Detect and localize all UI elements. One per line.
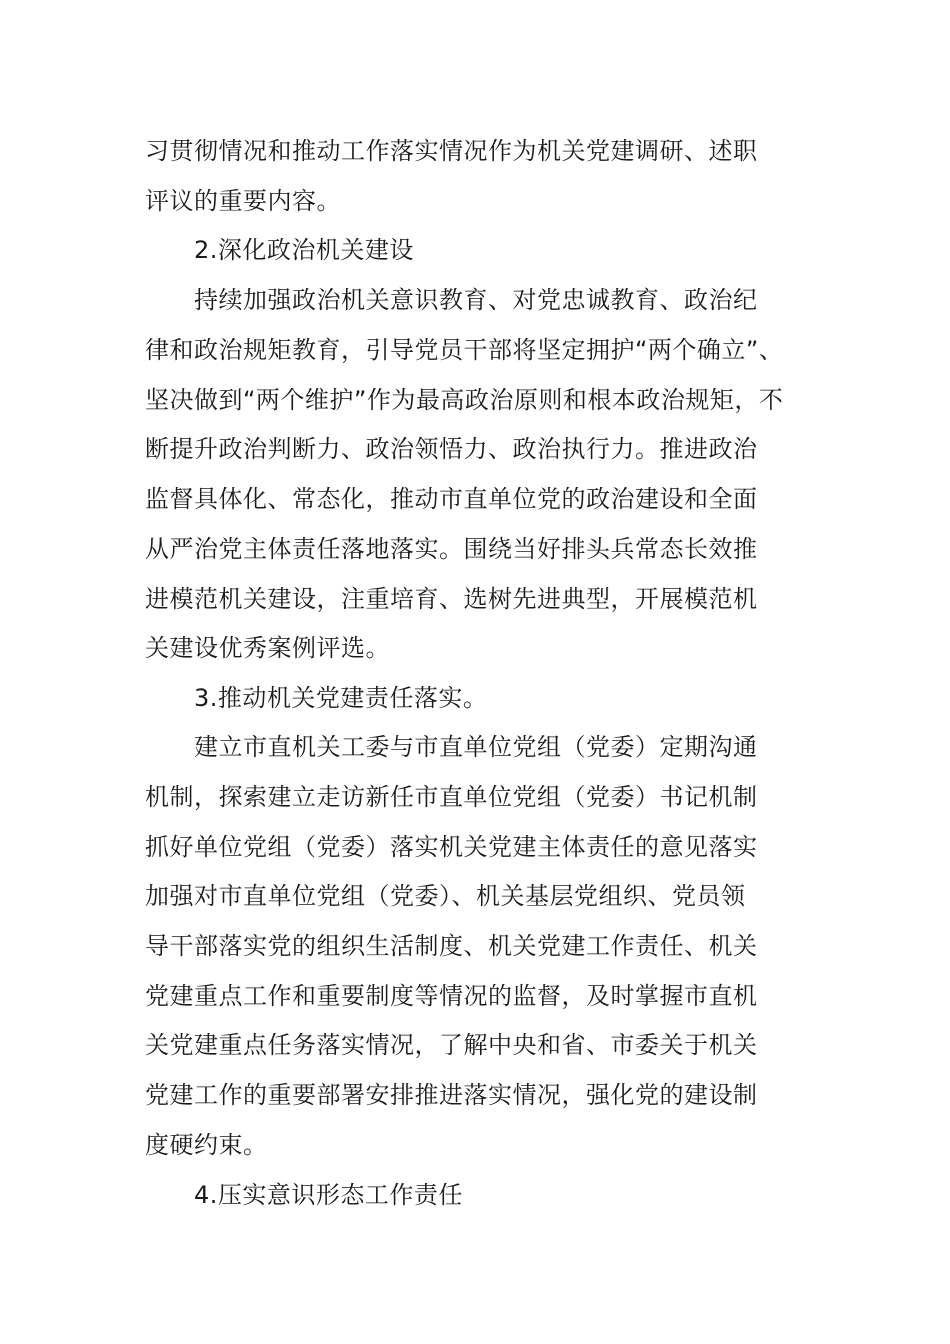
paragraph-line: 加强对市直单位党组（党委）、机关基层党组织、党员领 [145,882,746,910]
paragraph-line: 关建设优秀案例评选。 [145,634,390,662]
paragraph-line: 党建重点工作和重要制度等情况的监督，及时掌握市直机 [145,982,758,1010]
paragraph-line: 抓好单位党组（党委）落实机关党建主体责任的意见落实 [145,833,758,861]
paragraph-line: 度硬约束。 [145,1131,268,1159]
paragraph-line: 导干部落实党的组织生活制度、机关党建工作责任、机关 [145,932,758,960]
paragraph-line: 从严治党主体责任落地落实。围绕当好排头兵常态长效推 [145,535,758,563]
paragraph-line: 评议的重要内容。 [145,187,341,215]
paragraph-line: 断提升政治判断力、政治领悟力、政治执行力。推进政治 [145,435,758,463]
paragraph-line: 建立市直机关工委与市直单位党组（党委）定期沟通 [194,733,758,761]
paragraph-line: 持续加强政治机关意识教育、对党忠诚教育、政治纪 [194,286,758,314]
paragraph-line: 律和政治规矩教育，引导党员干部将坚定拥护“两个确立”、 [145,336,784,364]
paragraph-line: 机制，探索建立走访新任市直单位党组（党委）书记机制 [145,783,758,811]
paragraph-line: 坚决做到“两个维护”作为最高政治原则和根本政治规矩，不 [145,386,784,414]
paragraph-line: 监督具体化、常态化，推动市直单位党的政治建设和全面 [145,485,758,513]
paragraph-line: 习贯彻情况和推动工作落实情况作为机关党建调研、述职 [145,137,758,165]
paragraph-line: 进模范机关建设，注重培育、选树先进典型，开展模范机 [145,585,758,613]
paragraph-line: 关党建重点任务落实情况，了解中央和省、市委关于机关 [145,1031,758,1059]
section-heading: 3.推动机关党建责任落实。 [194,684,488,712]
section-heading: 4.压实意识形态工作责任 [194,1181,463,1209]
section-heading: 2.深化政治机关建设 [194,236,414,264]
paragraph-line: 党建工作的重要部署安排推进落实情况，强化党的建设制 [145,1081,758,1109]
